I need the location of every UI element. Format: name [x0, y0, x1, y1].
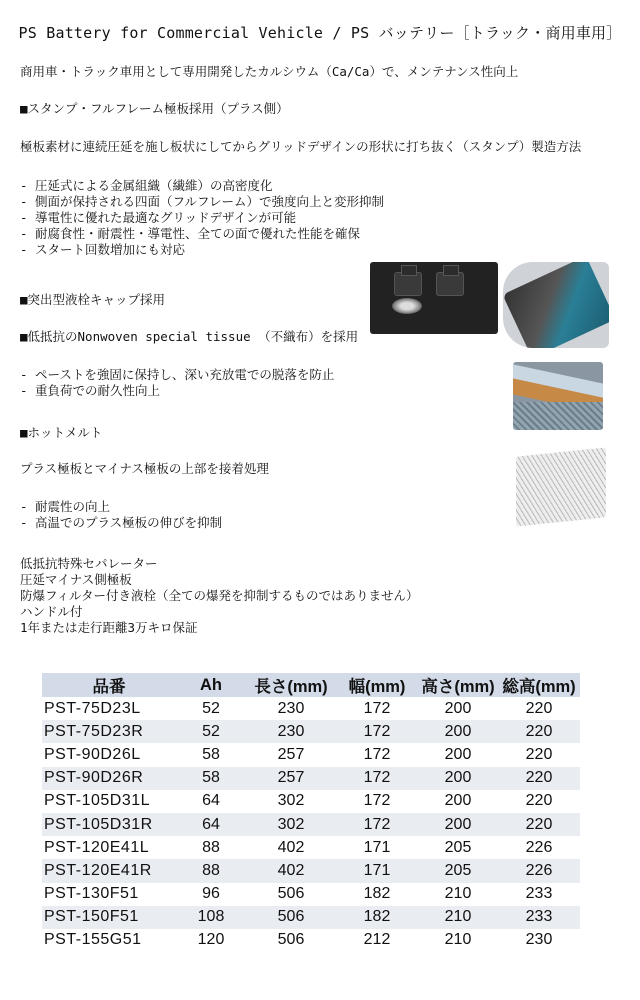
- table-cell: 52: [176, 720, 246, 743]
- table-cell: 220: [498, 720, 580, 743]
- column-header: 品番: [42, 673, 176, 697]
- list-item: - 圧延式による金属組織（繊維）の高密度化: [20, 178, 273, 193]
- table-row: [42, 883, 580, 906]
- table-cell: 220: [498, 767, 580, 790]
- stamp-heading: ■スタンプ・フルフレーム極板採用（プラス側）: [20, 101, 289, 116]
- table-cell: 226: [498, 859, 580, 882]
- table-cell: 200: [444, 745, 472, 763]
- stamp-bullet-list: [20, 178, 384, 258]
- table-row: [42, 929, 580, 952]
- list-item: - 導電性に優れた最適なグリッドデザインが可能: [20, 210, 297, 225]
- table-row: [42, 767, 580, 790]
- table-row: [42, 836, 580, 859]
- table-cell: PST-155G51: [44, 931, 142, 949]
- list-item: 1年または走行距離3万キロ保証: [20, 620, 198, 635]
- table-cell: 200: [418, 720, 498, 743]
- table-cell: PST-120E41L: [44, 838, 150, 856]
- list-item: - 側面が保持される四面（フルフレーム）で強度向上と変形抑制: [20, 194, 385, 209]
- table-cell: 120: [197, 931, 225, 949]
- feature-list: [20, 556, 419, 636]
- table-cell: PST-105D31L: [44, 792, 151, 810]
- stamp-description: 極板素材に連続圧延を施し板状にしてからグリッドデザインの形状に打ち抜く（スタンプ）製造方法: [20, 139, 582, 154]
- table-cell: 200: [418, 813, 498, 836]
- table-cell: 58: [176, 767, 246, 790]
- table-cell: PST-90D26L: [44, 745, 141, 763]
- table-cell: 233: [525, 885, 553, 903]
- tissue-heading: ■低抵抗のNonwoven special tissue （不織布）を採用: [20, 329, 359, 344]
- list-item: - 耐腐食性・耐震性・導電性、全ての面で優れた性能を確保: [20, 226, 361, 241]
- table-cell: 171: [363, 838, 391, 856]
- table-cell: 172: [363, 792, 391, 810]
- list-item: - スタート回数増加にも対応: [20, 242, 186, 257]
- table-cell: 257: [246, 767, 336, 790]
- table-cell: 96: [202, 885, 220, 903]
- table-cell: 171: [336, 859, 418, 882]
- table-cell: 230: [246, 720, 336, 743]
- table-cell: PST-75D23L: [44, 699, 141, 717]
- table-cell: 233: [498, 906, 580, 929]
- list-item: 圧延マイナス側極板: [20, 572, 132, 587]
- table-cell: 52: [202, 699, 220, 717]
- table-cell: 172: [336, 813, 418, 836]
- column-header: 長さ(mm): [246, 673, 336, 697]
- list-item: - 重負荷での耐久性向上: [20, 383, 161, 398]
- table-row: [42, 906, 580, 929]
- table-cell: PST-75D23R: [42, 720, 176, 743]
- table-cell: 220: [525, 792, 553, 810]
- table-row: [42, 859, 580, 882]
- list-item: - 高温でのプラス極板の伸びを抑制: [20, 515, 223, 530]
- cap-heading: ■突出型液栓キャップ採用: [20, 292, 166, 307]
- hotmelt-bullet-list: [20, 499, 222, 531]
- table-cell: PST-105D31R: [42, 813, 176, 836]
- spec-table: [42, 673, 580, 952]
- table-cell: 64: [202, 792, 220, 810]
- column-header: Ah: [176, 673, 246, 697]
- table-cell: 205: [418, 859, 498, 882]
- table-cell: 230: [277, 699, 305, 717]
- table-cell: 108: [176, 906, 246, 929]
- table-cell: 402: [246, 859, 336, 882]
- list-item: ハンドル付: [20, 604, 83, 619]
- table-cell: PST-130F51: [44, 885, 139, 903]
- separator-layer-image: [513, 362, 603, 430]
- table-cell: 182: [336, 906, 418, 929]
- intro-text: 商用車・トラック車用として専用開発したカルシウム（Ca/Ca）で、メンテナンス性向上: [20, 64, 519, 79]
- table-cell: 506: [246, 906, 336, 929]
- list-item: 防爆フィルター付き液栓（全ての爆発を抑制するものではありません）: [20, 588, 419, 603]
- table-cell: PST-120E41R: [42, 859, 176, 882]
- table-cell: 210: [444, 931, 472, 949]
- hotmelt-description: プラス極板とマイナス極板の上部を接着処理: [20, 461, 269, 476]
- hotmelt-heading: ■ホットメルト: [20, 425, 103, 440]
- table-cell: 210: [418, 906, 498, 929]
- vent-cap-image: [370, 262, 498, 334]
- table-cell: 200: [444, 792, 472, 810]
- table-cell: 172: [336, 767, 418, 790]
- table-row: [42, 790, 580, 813]
- table-cell: 58: [202, 745, 220, 763]
- column-header: 高さ(mm): [418, 673, 498, 697]
- table-cell: 205: [444, 838, 472, 856]
- table-cell: 506: [277, 931, 305, 949]
- table-cell: 172: [363, 699, 391, 717]
- table-cell: 210: [444, 885, 472, 903]
- table-row: [42, 813, 580, 836]
- table-row: [42, 697, 580, 720]
- table-cell: PST-90D26R: [42, 767, 176, 790]
- table-cell: 172: [363, 745, 391, 763]
- table-cell: 257: [277, 745, 305, 763]
- table-cell: 88: [202, 838, 220, 856]
- table-cell: 212: [363, 931, 391, 949]
- table-header-row: [42, 673, 580, 697]
- table-row: [42, 720, 580, 743]
- table-row: [42, 743, 580, 766]
- table-cell: PST-150F51: [42, 906, 176, 929]
- table-cell: 302: [246, 813, 336, 836]
- table-cell: 88: [176, 859, 246, 882]
- list-item: 低抵抗特殊セパレーター: [20, 556, 158, 571]
- table-cell: 172: [336, 720, 418, 743]
- table-cell: 220: [525, 745, 553, 763]
- table-cell: 226: [525, 838, 553, 856]
- nonwoven-tissue-image: [516, 447, 606, 526]
- table-cell: 220: [498, 813, 580, 836]
- page-title: PS Battery for Commercial Vehicle / PS バッテリー［トラック・商用車用］: [18, 24, 622, 42]
- table-cell: 302: [277, 792, 305, 810]
- column-header: 総高(mm): [498, 673, 580, 697]
- table-cell: 220: [525, 699, 553, 717]
- column-header: 幅(mm): [336, 673, 418, 697]
- table-cell: 64: [176, 813, 246, 836]
- table-cell: 200: [444, 699, 472, 717]
- table-cell: 182: [363, 885, 391, 903]
- stamped-plate-image: [503, 262, 609, 348]
- table-cell: 200: [418, 767, 498, 790]
- list-item: - 耐震性の向上: [20, 499, 111, 514]
- list-item: - ペーストを強固に保持し、深い充放電での脱落を防止: [20, 367, 335, 382]
- table-cell: 506: [277, 885, 305, 903]
- table-cell: 230: [525, 931, 553, 949]
- table-cell: 402: [277, 838, 305, 856]
- tissue-bullet-list: [20, 367, 334, 399]
